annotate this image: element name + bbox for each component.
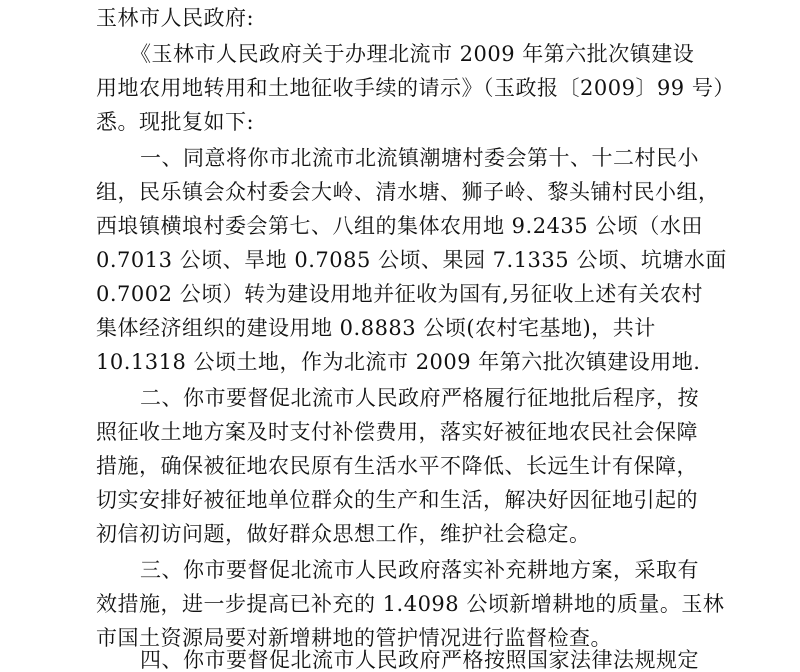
paragraph-2-line: 初信初访问题，做好群众思想工作，维护社会稳定。 <box>96 522 591 546</box>
paragraph-1-line: 0.7002 公顷）转为建设用地并征收为国有,另征收上述有关农村 <box>96 282 703 306</box>
paragraph-3-line: 效措施，进一步提高已补充的 1.4098 公顷新增耕地的质量。玉林 <box>96 592 725 616</box>
addressee-line: 玉林市人民政府: <box>96 6 255 30</box>
text-line: 用地农用地转用和土地征收手续的请示》（玉政报〔2009〕99 号） <box>96 76 735 100</box>
paragraph-1-line: 10.1318 公顷土地，作为北流市 2009 年第六批次镇建设用地. <box>96 350 701 374</box>
paragraph-1-line: 组，民乐镇会众村委会大岭、清水塘、狮子岭、黎头铺村民小组， <box>96 180 720 204</box>
paragraph-1-line: 西埌镇横埌村委会第七、八组的集体农用地 9.2435 公顷（水田 <box>96 214 703 238</box>
paragraph-2-line: 照征收土地方案及时支付补偿费用，落实好被征地农民社会保障 <box>96 420 698 444</box>
paragraph-2-line: 切实安排好被征地单位群众的生产和生活，解决好因征地引起的 <box>96 488 698 512</box>
paragraph-1-line: 集体经济组织的建设用地 0.8883 公顷(农村宅基地)，共计 <box>96 316 656 340</box>
paragraph-1-line: 0.7013 公顷、旱地 0.7085 公顷、果园 7.1335 公顷、坑塘水面 <box>96 248 727 272</box>
text-line: 悉。现批复如下: <box>96 110 255 134</box>
text-line: 《玉林市人民政府关于办理北流市 2009 年第六批次镇建设 <box>130 42 695 66</box>
paragraph-4-line: 四、你市要督促北流市人民政府严格按照国家法律法规规定 <box>140 648 699 672</box>
paragraph-3-line: 三、你市要督促北流市人民政府落实补充耕地方案，采取有 <box>140 558 699 582</box>
paragraph-2-line: 二、你市要督促北流市人民政府严格履行征地批后程序，按 <box>140 386 699 410</box>
paragraph-3-line: 市国土资源局要对新增耕地的管护情况进行监督检查。 <box>96 626 612 650</box>
paragraph-2-line: 措施，确保被征地农民原有生活水平不降低、长远生计有保障， <box>96 454 698 478</box>
paragraph-1-line: 一、同意将你市北流市北流镇潮塘村委会第十、十二村民小 <box>140 146 699 170</box>
